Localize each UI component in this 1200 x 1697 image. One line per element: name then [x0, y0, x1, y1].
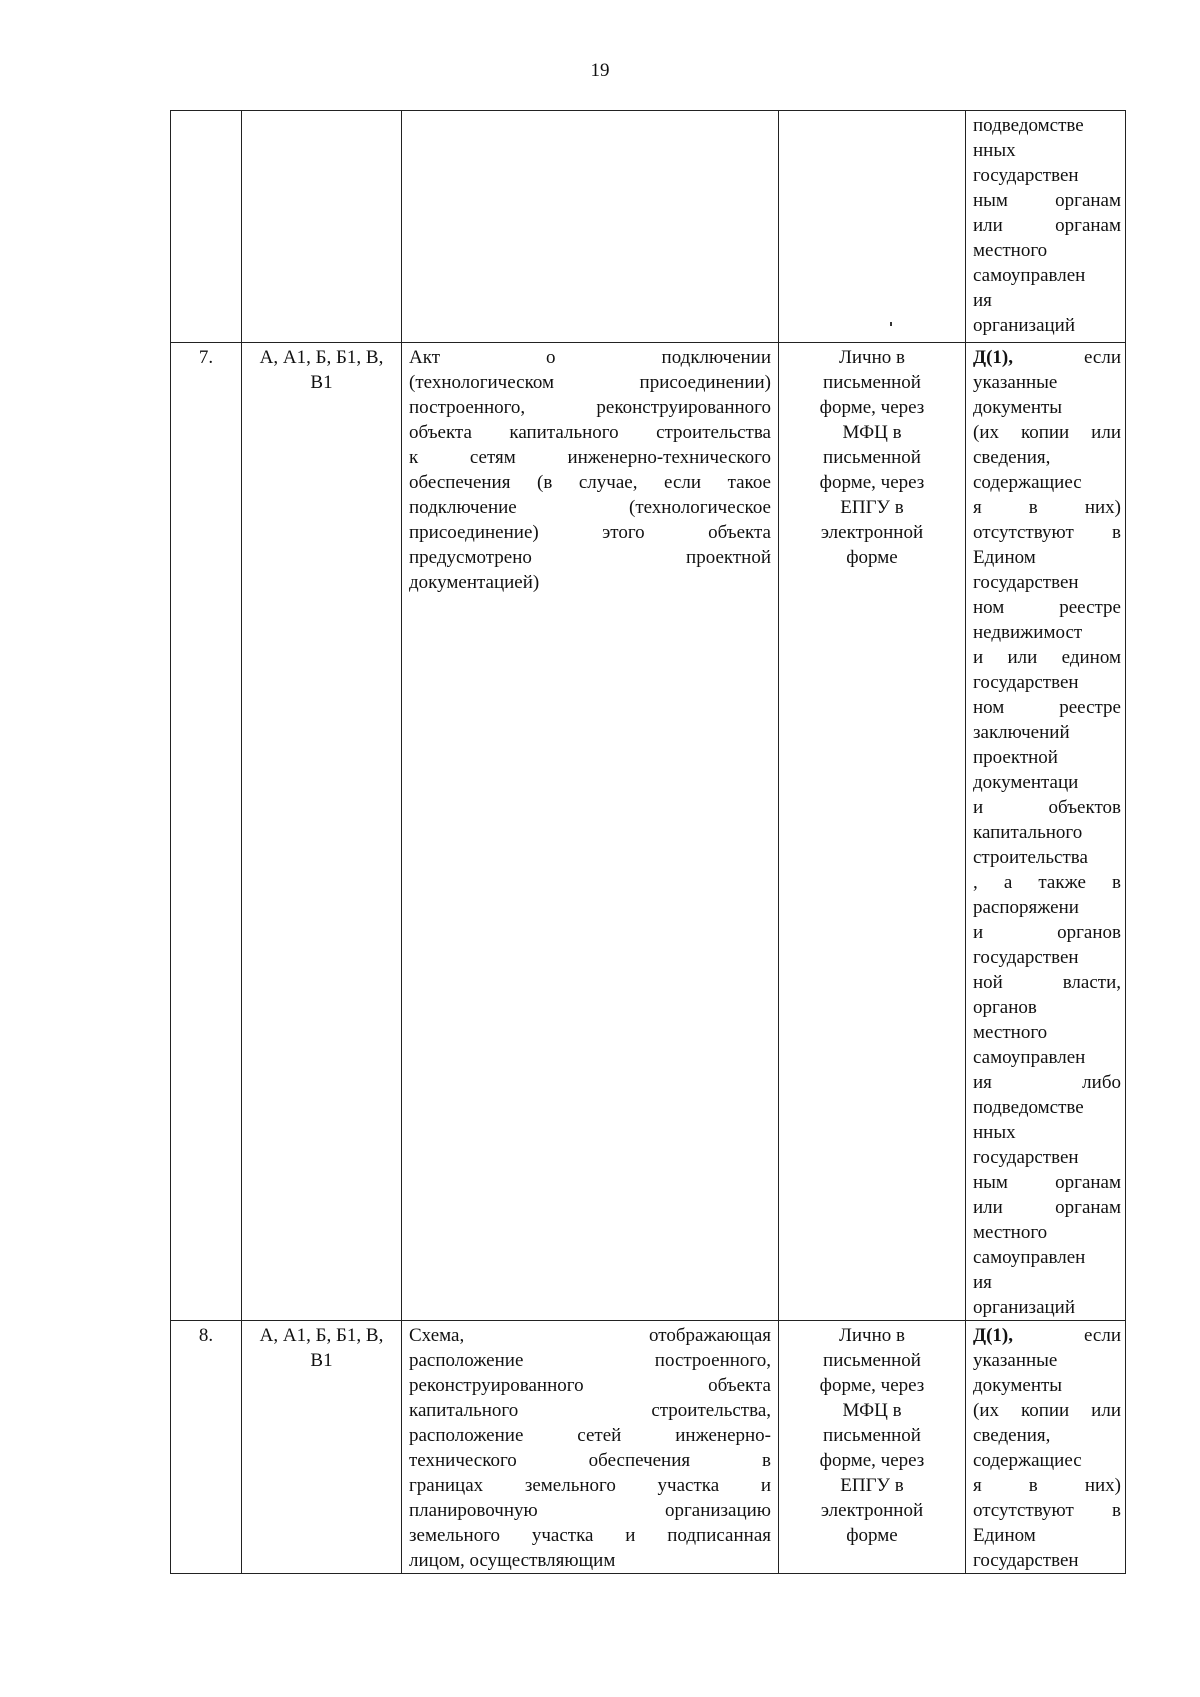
text-line: я в них): [973, 1475, 1121, 1496]
document-name: [402, 343, 779, 1321]
text-line: указанные: [973, 372, 1058, 393]
text-line: Лично в: [839, 347, 905, 368]
text-line: Акт о подключении: [409, 347, 771, 368]
text-line: организаций: [973, 315, 1076, 336]
text-line: капитального строительства,: [409, 1400, 771, 1421]
text-line: технического обеспечения в: [409, 1450, 771, 1471]
text-line: подведомстве: [973, 1097, 1084, 1118]
table-row-continuation: [171, 111, 1126, 343]
text-line: местного: [973, 1222, 1048, 1243]
document-name: [402, 1321, 779, 1574]
text-line: и объектов: [973, 797, 1121, 818]
text-line: письменной: [823, 1350, 921, 1371]
text-line: я в них): [973, 497, 1121, 518]
text-line: и органов: [973, 922, 1121, 943]
text-line: Лично в: [839, 1325, 905, 1346]
text-line: Едином: [973, 1525, 1036, 1546]
text-line: Схема, отображающая: [409, 1325, 771, 1346]
text-line: предусмотрено проектной: [409, 547, 771, 568]
text-line: отсутствуют в: [973, 1500, 1121, 1521]
text-line: органов: [973, 997, 1037, 1018]
text-line: ия: [973, 1272, 992, 1293]
text-line: ным органам: [973, 190, 1121, 211]
text-line: расположение сетей инженерно-: [409, 1425, 771, 1446]
text-line: распоряжени: [973, 897, 1079, 918]
text-line: и или едином: [973, 647, 1121, 668]
text-line: самоуправлен: [973, 1047, 1086, 1068]
text-line: содержащиес: [973, 472, 1082, 493]
text-line: электронной: [820, 522, 924, 543]
text-line: ия либо: [973, 1072, 1121, 1093]
source-lines: [973, 113, 1121, 338]
text-line: указанные: [973, 1350, 1058, 1371]
text-line: ЕПГУ в: [840, 1475, 904, 1496]
text-line: строительства: [973, 847, 1088, 868]
text-line: (их копии или: [973, 422, 1121, 443]
row-number: 7.: [171, 343, 242, 1321]
text-line: отсутствуют в: [973, 522, 1121, 543]
text-line: подключение (технологическое: [409, 497, 771, 518]
text-line: (технологическом присоединении): [409, 372, 771, 393]
method-cell: [779, 111, 966, 343]
text-line: государствен: [973, 1147, 1079, 1168]
documents-table: [170, 110, 1126, 1574]
text-line: ном реестре: [973, 697, 1121, 718]
text-line: нных: [973, 1122, 1016, 1143]
text-line: (их копии или: [973, 1400, 1121, 1421]
text-line: капитального: [973, 822, 1083, 843]
text-line: лицом, осуществляющим: [409, 1550, 616, 1571]
text-line: заключений: [973, 722, 1070, 743]
document-cell: [402, 111, 779, 343]
text-line: построенного, реконструированного: [409, 397, 771, 418]
text-line: форме, через: [819, 1450, 925, 1471]
text-line: ном реестре: [973, 597, 1121, 618]
text-line: или органам: [973, 1197, 1121, 1218]
submission-method: [779, 343, 966, 1321]
text-line: документацией): [409, 572, 540, 593]
text-line: местного: [973, 240, 1048, 261]
text-line: , а также в: [973, 872, 1121, 893]
text-line: государствен: [973, 672, 1079, 693]
applicant-categories: А, А1, Б, Б1, В, В1: [242, 1321, 402, 1574]
text-line: документаци: [973, 772, 1079, 793]
text-line: содержащиес: [973, 1450, 1082, 1471]
text-line: государствен: [973, 947, 1079, 968]
text-line: документы: [973, 1375, 1063, 1396]
text-line: границах земельного участка и: [409, 1475, 771, 1496]
table-row-8: [171, 1321, 1126, 1574]
text-line: письменной: [823, 372, 921, 393]
text-line: расположение построенного,: [409, 1350, 771, 1371]
text-line: объекта капитального строительства: [409, 422, 771, 443]
text-line: самоуправлен: [973, 1247, 1086, 1268]
text-line: планировочную организацию: [409, 1500, 771, 1521]
text-line: письменной: [823, 1425, 921, 1446]
text-line: земельного участка и подписанная: [409, 1525, 771, 1546]
text-line: проектной: [973, 747, 1058, 768]
page-number: 19: [590, 60, 610, 81]
applicant-categories: А, А1, Б, Б1, В, В1: [242, 343, 402, 1321]
text-line: реконструированного объекта: [409, 1375, 771, 1396]
text-line: форме: [846, 1525, 898, 1546]
text-line: форме, через: [819, 472, 925, 493]
text-line: МФЦ в: [842, 422, 902, 443]
source-first-line: Д(1), если: [973, 347, 1121, 368]
text-line: нных: [973, 140, 1016, 161]
text-line: присоединение) этого объекта: [409, 522, 771, 543]
text-line: сведения,: [973, 447, 1051, 468]
text-line: форме, через: [819, 397, 925, 418]
text-line: обеспечения (в случае, если такое: [409, 472, 771, 493]
source-cell: [966, 111, 1126, 343]
text-line: ЕПГУ в: [840, 497, 904, 518]
table-row-7: [171, 343, 1126, 1321]
text-line: письменной: [823, 447, 921, 468]
submission-method: [779, 1321, 966, 1574]
text-line: форме: [846, 547, 898, 568]
text-line: Едином: [973, 547, 1036, 568]
row-number: 8.: [171, 1321, 242, 1574]
num-cell: [171, 111, 242, 343]
text-line: форме, через: [819, 1375, 925, 1396]
text-line: организаций: [973, 1297, 1076, 1318]
text-line: электронной: [820, 1500, 924, 1521]
stray-mark: [890, 322, 892, 326]
text-line: государствен: [973, 165, 1079, 186]
text-line: ным органам: [973, 1172, 1121, 1193]
text-line: государствен: [973, 1550, 1079, 1571]
text-line: местного: [973, 1022, 1048, 1043]
source-cell: [966, 343, 1126, 1321]
text-line: ной власти,: [973, 972, 1121, 993]
text-line: или органам: [973, 215, 1121, 236]
text-line: государствен: [973, 572, 1079, 593]
categories-cell: [242, 111, 402, 343]
text-line: к сетям инженерно-технического: [409, 447, 771, 468]
text-line: ия: [973, 290, 992, 311]
text-line: подведомстве: [973, 115, 1084, 136]
text-line: недвижимост: [973, 622, 1083, 643]
source-first-line: Д(1), если: [973, 1325, 1121, 1346]
source-cell: [966, 1321, 1126, 1574]
text-line: самоуправлен: [973, 265, 1086, 286]
text-line: сведения,: [973, 1425, 1051, 1446]
text-line: МФЦ в: [842, 1400, 902, 1421]
text-line: документы: [973, 397, 1063, 418]
